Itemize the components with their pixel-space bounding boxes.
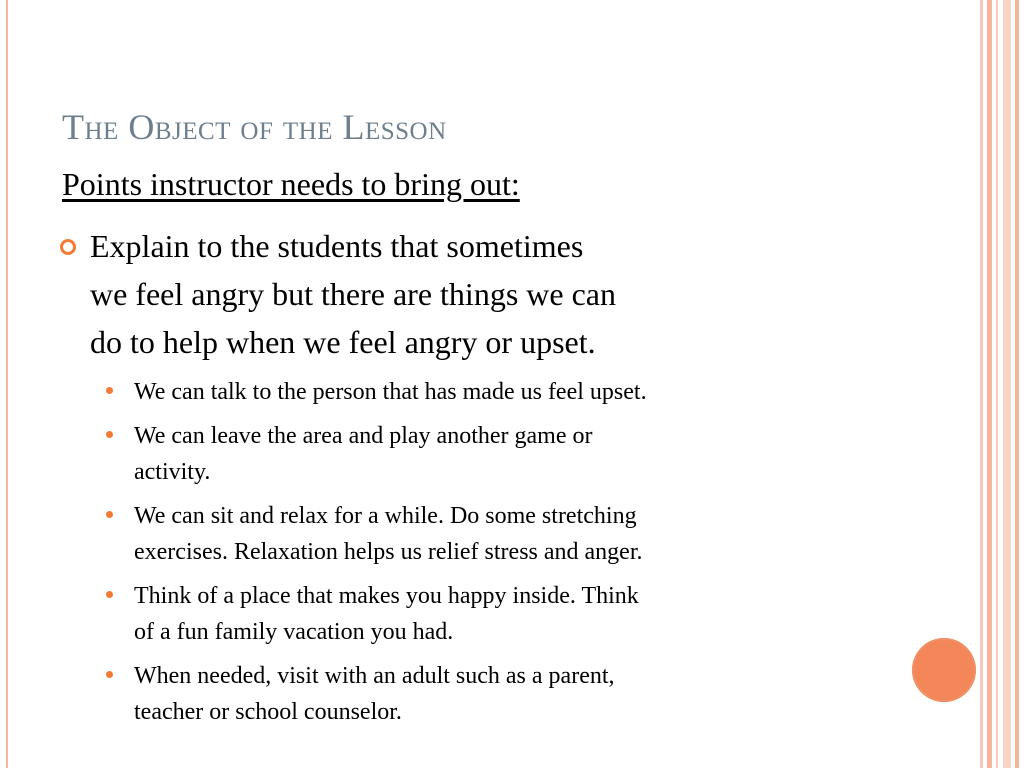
right-frame-bar [1015,0,1019,768]
right-frame-bar [1003,0,1011,768]
decorative-circle [912,638,976,702]
sub-bullet [106,374,906,410]
bullet-dot-icon [106,511,113,518]
sub-bullet-list [106,374,906,738]
ring-bullet-icon [60,239,76,255]
sub-bullet-text: Think of a place that makes you happy inside. Think of a fun family vacation you had. [134,583,639,645]
sub-bullet-text: We can sit and relax for a while. Do some stretching exercises. Relaxation helps us relief stress and anger. [134,503,643,565]
bullet-dot-icon [106,671,113,678]
sub-bullet-text: We can talk to the person that has made us feel upset. [134,379,647,405]
slide-subtitle: Points instructor needs to bring out: [62,166,520,202]
bullet-dot-icon [106,387,113,394]
sub-bullet [106,658,906,730]
slide-title: The Object of the Lesson [62,107,447,147]
right-frame-bar [996,0,998,768]
left-frame-line [6,0,8,768]
bullet-dot-icon [106,431,113,438]
sub-bullet [106,418,906,490]
main-bullet [60,222,890,366]
right-frame-bar [980,0,983,768]
sub-bullet [106,578,906,650]
bullet-dot-icon [106,591,113,598]
sub-bullet-text: We can leave the area and play another game or activity. [134,423,593,485]
main-bullet-text: Explain to the students that sometimes we feel angry but there are things we can do to help when we feel angry or upset. [90,228,616,360]
sub-bullet [106,498,906,570]
right-frame-bar [987,0,992,768]
sub-bullet-text: When needed, visit with an adult such as a parent, teacher or school counselor. [134,663,615,725]
